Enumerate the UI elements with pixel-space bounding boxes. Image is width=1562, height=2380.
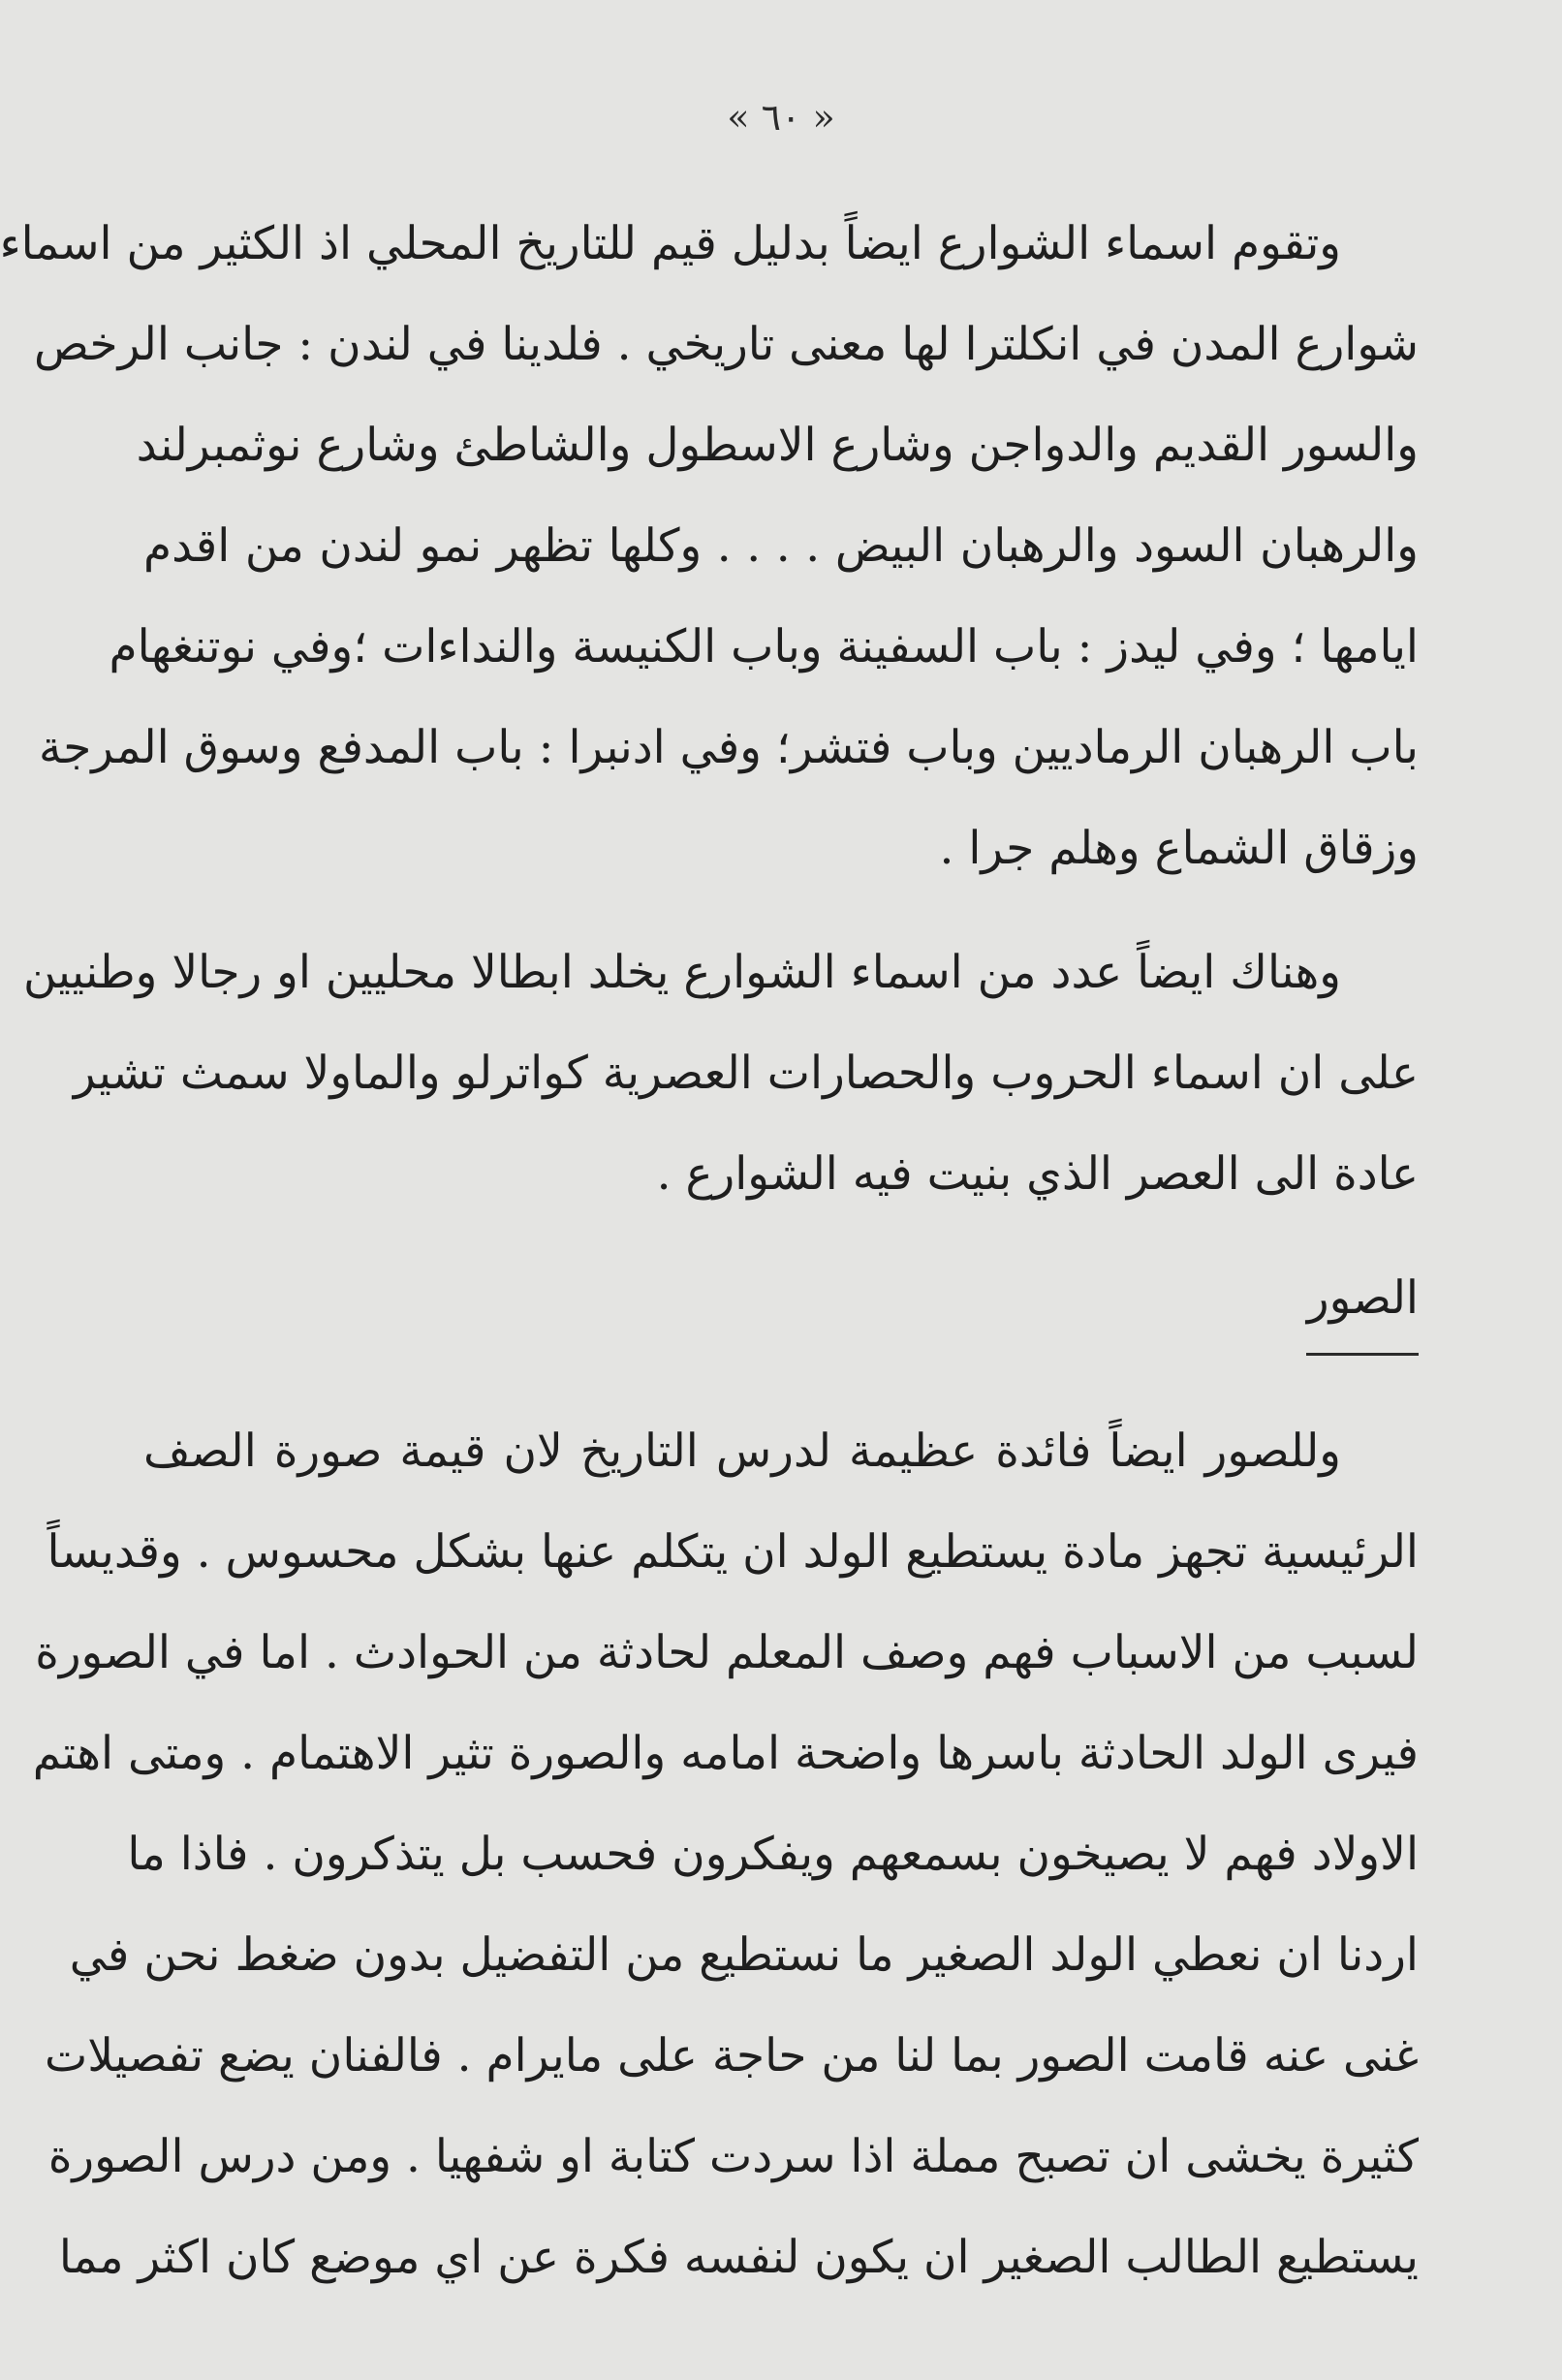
text-line: فيرى الولد الحادثة باسرها واضحة امامه والصورة تثير الاهتمام . ومتى اهتم	[32, 1727, 1419, 1780]
text-line: الرئيسية تجهز مادة يستطيع الولد ان يتكلم عنها بشكل محسوس . وقديساً	[47, 1525, 1419, 1579]
heading-underline	[1306, 1353, 1419, 1356]
text-line: والسور القديم والدواجن وشارع الاسطول والشاطئ وشارع نوثمبرلند	[136, 419, 1419, 472]
page-number: « ٦٠ »	[727, 96, 835, 139]
text-line: الاولاد فهم لا يصيخون بسمعهم ويفكرون فحسب بل يتذكرون . فاذا ما	[127, 1828, 1419, 1881]
text-line: وللصور ايضاً فائدة عظيمة لدرس التاريخ لان قيمة صورة الصف	[143, 1425, 1341, 1478]
paragraph-street-names	[0, 194, 1419, 899]
text-line: وتقوم اسماء الشوارع ايضاً بدليل قيم للتاريخ المحلي اذ الكثير من اسماء	[0, 217, 1341, 270]
paragraph-local-heroes	[22, 923, 1419, 1225]
text-line: لسبب من الاسباب فهم وصف المعلم لحادثة من الحوادث . اما في الصورة	[35, 1626, 1419, 1679]
section-heading: الصور	[1306, 1271, 1419, 1325]
text-line: على ان اسماء الحروب والحصارات العصرية كواترلو والماولا سمث تشير	[73, 1047, 1419, 1100]
text-line: عادة الى العصر الذي بنيت فيه الشوارع .	[656, 1147, 1419, 1201]
paragraph-pictures	[32, 1401, 1419, 2308]
text-line: ايامها ؛ وفي ليدز : باب السفينة وباب الكنيسة والنداءات ؛وفي نوتنغهام	[109, 620, 1419, 673]
text-line: شوارع المدن في انكلترا لها معنى تاريخي . فلدينا في لندن : جانب الرخص	[33, 318, 1419, 371]
text-line: كثيرة يخشى ان تصبح مملة اذا سردت كتابة او شفهيا . ومن درس الصورة	[47, 2130, 1419, 2183]
text-line: وهناك ايضاً عدد من اسماء الشوارع يخلد ابطالا محليين او رجالا وطنيين	[22, 946, 1341, 999]
text-line: يستطيع الطالب الصغير ان يكون لنفسه فكرة عن اي موضع كان اكثر مما	[58, 2231, 1419, 2284]
text-line: غنى عنه قامت الصور بما لنا من حاجة على مايرام . فالفنان يضع تفصيلات	[44, 2029, 1419, 2082]
text-line: اردنا ان نعطي الولد الصغير ما نستطيع من التفضيل بدون ضغط نحن في	[69, 1928, 1419, 1982]
text-line: باب الرهبان الرماديين وباب فتشر؛ وفي ادنبرا : باب المدفع وسوق المرجة	[39, 721, 1419, 774]
text-line: وزقاق الشماع وهلم جرا .	[939, 822, 1419, 875]
text-line: والرهبان السود والرهبان البيض . . . . وكلها تظهر نمو لندن من اقدم	[143, 519, 1419, 573]
